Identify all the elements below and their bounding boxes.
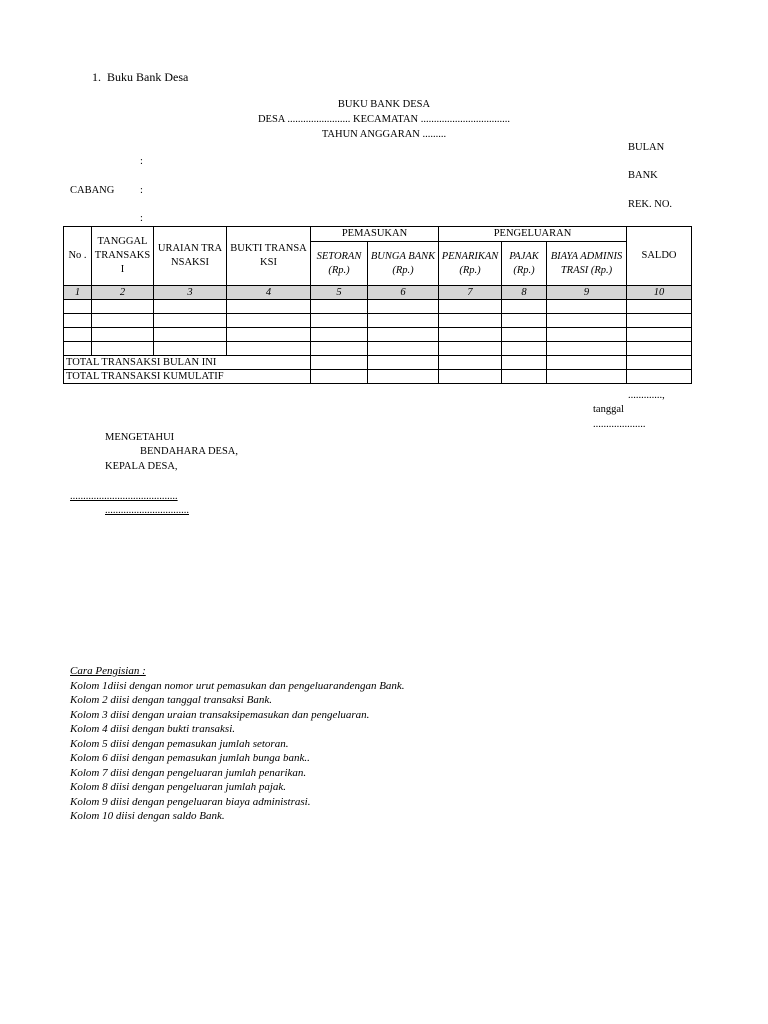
instruction-line: Kolom 2 diisi dengan tanggal transaksi Bank. xyxy=(70,694,272,706)
instructions-title: Cara Pengisian : xyxy=(70,665,146,677)
table-cell[interactable] xyxy=(547,342,627,356)
total-bulan-row xyxy=(64,356,692,370)
column-number-row xyxy=(64,286,692,300)
table-cell[interactable] xyxy=(64,300,92,314)
rek-no-label: REK. NO. xyxy=(628,199,673,210)
table-cell[interactable] xyxy=(311,300,368,314)
tahun-anggaran-line: TAHUN ANGGARAN ......... xyxy=(321,129,447,140)
table-cell[interactable] xyxy=(368,300,439,314)
mengetahui-label: MENGETAHUI xyxy=(105,432,175,443)
table-row xyxy=(64,342,692,356)
header-bukti: BUKTI TRANSAKSI xyxy=(227,227,311,286)
table-cell[interactable] xyxy=(311,342,368,356)
header-setoran: SETORAN (Rp.) xyxy=(311,242,368,286)
header-tanggal: TANGGAL TRANSAKSI xyxy=(92,227,154,286)
header-row-1 xyxy=(64,227,692,242)
bulan-colon: : xyxy=(140,156,143,167)
table-cell[interactable] xyxy=(154,328,227,342)
table-cell[interactable] xyxy=(627,342,692,356)
table-cell[interactable] xyxy=(439,342,502,356)
table-cell[interactable] xyxy=(547,328,627,342)
table-cell[interactable] xyxy=(227,342,311,356)
column-number: 6 xyxy=(368,286,439,300)
table-cell[interactable] xyxy=(368,328,439,342)
header-biaya-administrasi: BIAYA ADMINISTRASI (Rp.) xyxy=(547,242,627,286)
table-cell[interactable] xyxy=(439,314,502,328)
date-place-dots: ............., xyxy=(628,390,665,401)
table-cell[interactable] xyxy=(502,356,547,370)
table-cell[interactable] xyxy=(547,370,627,384)
table-cell[interactable] xyxy=(368,342,439,356)
table-cell[interactable] xyxy=(368,370,439,384)
table-cell[interactable] xyxy=(502,370,547,384)
table-cell[interactable] xyxy=(154,314,227,328)
header-penarikan: PENARIKAN (Rp.) xyxy=(439,242,502,286)
cabang-colon: : xyxy=(140,185,143,196)
column-number: 2 xyxy=(92,286,154,300)
rek-colon: : xyxy=(140,213,143,224)
table-cell[interactable] xyxy=(627,314,692,328)
instructions xyxy=(70,664,405,824)
bank-book-table xyxy=(63,226,692,384)
header-pajak: PAJAK (Rp.) xyxy=(502,242,547,286)
table-cell[interactable] xyxy=(311,356,368,370)
column-number: 1 xyxy=(64,286,92,300)
table-cell[interactable] xyxy=(92,328,154,342)
table-cell[interactable] xyxy=(627,300,692,314)
column-number: 7 xyxy=(439,286,502,300)
desa-kecamatan-line: DESA ........................ KECAMATAN .................................. xyxy=(257,114,511,125)
bendahara-desa-label: BENDAHARA DESA, xyxy=(140,446,239,457)
column-number: 4 xyxy=(227,286,311,300)
table-cell[interactable] xyxy=(547,314,627,328)
instruction-line: Kolom 8 diisi dengan pengeluaran jumlah pajak. xyxy=(70,781,287,793)
total-kumulatif-label: TOTAL TRANSAKSI KUMULATIF xyxy=(64,370,311,384)
instruction-line: Kolom 4 diisi dengan bukti transaksi. xyxy=(70,723,235,735)
instruction-line: Kolom 9 diisi dengan pengeluaran biaya administrasi. xyxy=(70,795,311,808)
table-cell[interactable] xyxy=(439,300,502,314)
table-cell[interactable] xyxy=(627,356,692,370)
table-cell[interactable] xyxy=(64,314,92,328)
instruction-line: Kolom 1diisi dengan nomor urut pemasukan dan pengeluarandengan Bank. xyxy=(70,679,405,692)
bank-label: BANK xyxy=(628,170,658,181)
section-title: Buku Bank Desa xyxy=(107,70,189,84)
instruction-line: Kolom 6 diisi dengan pemasukan jumlah bunga bank.. xyxy=(70,752,310,764)
table-cell[interactable] xyxy=(92,342,154,356)
section-number: 1. xyxy=(92,70,101,84)
table-cell[interactable] xyxy=(502,328,547,342)
header-saldo: SALDO xyxy=(627,227,692,286)
table-row xyxy=(64,328,692,342)
table-row xyxy=(64,300,692,314)
table-cell[interactable] xyxy=(227,314,311,328)
total-kumulatif-row xyxy=(64,370,692,384)
instruction-line: Kolom 10 diisi dengan saldo Bank. xyxy=(70,810,225,822)
table-cell[interactable] xyxy=(547,356,627,370)
table-cell[interactable] xyxy=(227,328,311,342)
table-cell[interactable] xyxy=(154,342,227,356)
column-number: 9 xyxy=(547,286,627,300)
table-cell[interactable] xyxy=(227,300,311,314)
signature-line-kepala: ......................................... xyxy=(70,491,178,502)
total-bulan-label: TOTAL TRANSAKSI BULAN INI xyxy=(64,356,311,370)
instruction-line: Kolom 3 diisi dengan uraian transaksipemasukan dan pengeluaran. xyxy=(70,708,370,721)
header-pemasukan: PEMASUKAN xyxy=(311,227,439,242)
table-cell[interactable] xyxy=(502,314,547,328)
table-cell[interactable] xyxy=(439,328,502,342)
table-cell[interactable] xyxy=(547,300,627,314)
table-cell[interactable] xyxy=(627,370,692,384)
table-row xyxy=(64,314,692,328)
header-uraian: URAIAN TRANSAKSI xyxy=(154,227,227,286)
tanggal-label: tanggal xyxy=(593,404,624,415)
header-no: No . xyxy=(64,227,92,286)
table-cell[interactable] xyxy=(439,356,502,370)
header-pengeluaran: PENGELUARAN xyxy=(439,227,627,242)
table-cell[interactable] xyxy=(502,342,547,356)
bulan-label: BULAN xyxy=(628,142,665,153)
cabang-label: CABANG xyxy=(70,185,115,196)
instruction-line: Kolom 7 diisi dengan pengeluaran jumlah penarikan. xyxy=(70,766,307,779)
header-bunga-bank: BUNGA BANK (Rp.) xyxy=(368,242,439,286)
table-cell[interactable] xyxy=(311,328,368,342)
table-cell[interactable] xyxy=(439,370,502,384)
column-number: 3 xyxy=(154,286,227,300)
table-cell[interactable] xyxy=(92,300,154,314)
table-cell[interactable] xyxy=(368,314,439,328)
instruction-line: Kolom 5 diisi dengan pemasukan jumlah setoran. xyxy=(70,737,289,750)
column-number: 5 xyxy=(311,286,368,300)
table-cell[interactable] xyxy=(311,314,368,328)
table-cell[interactable] xyxy=(92,314,154,328)
table-cell[interactable] xyxy=(627,328,692,342)
table-cell[interactable] xyxy=(64,328,92,342)
table-cell[interactable] xyxy=(502,300,547,314)
table-cell[interactable] xyxy=(311,370,368,384)
column-number: 8 xyxy=(502,286,547,300)
table-cell[interactable] xyxy=(154,300,227,314)
tanggal-dots: .................... xyxy=(593,419,646,430)
signature-line-bendahara: ................................ xyxy=(105,505,189,516)
table-cell[interactable] xyxy=(368,356,439,370)
kepala-desa-label: KEPALA DESA, xyxy=(105,461,178,472)
section-heading xyxy=(92,70,188,85)
column-number: 10 xyxy=(627,286,692,300)
document-title: BUKU BANK DESA xyxy=(337,99,431,110)
table-cell[interactable] xyxy=(64,342,92,356)
